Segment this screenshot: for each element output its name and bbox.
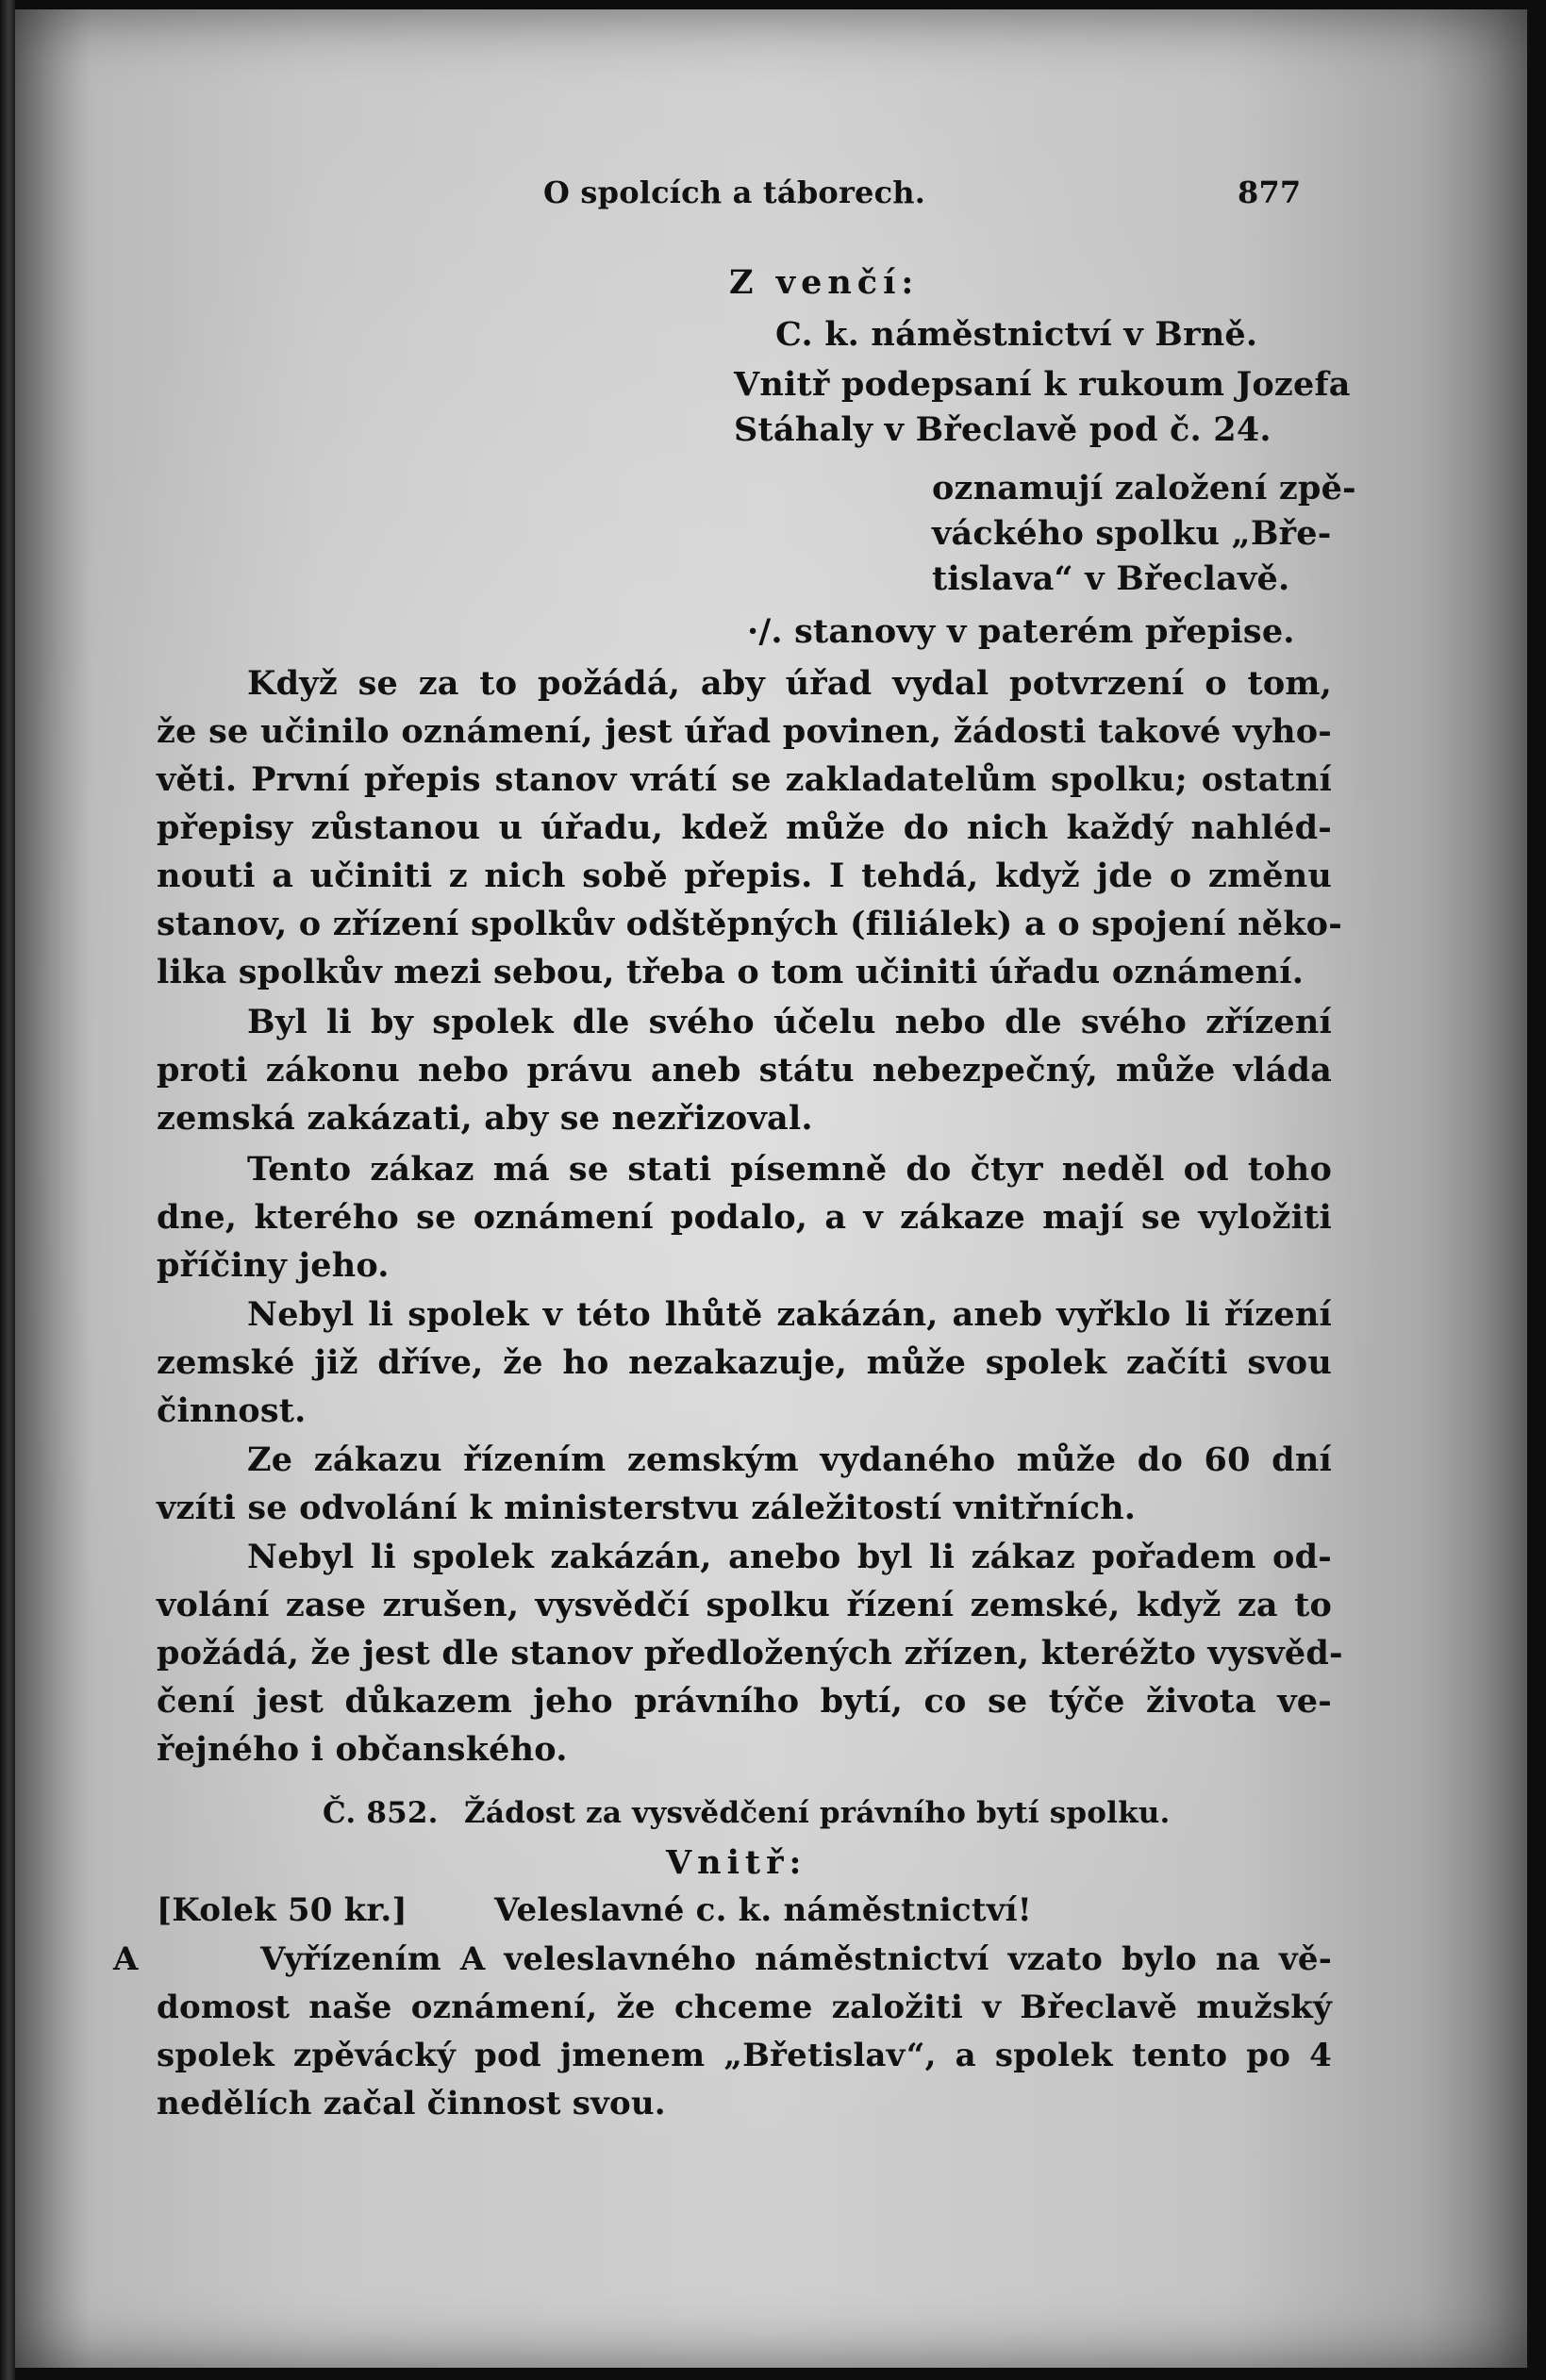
form-body-line-1: Vyřízením A veleslavného náměstnictví vzato bylo na vě- xyxy=(260,1940,1332,1978)
p4-line-1: Nebyl li spolek v této lhůtě zakázán, aneb vyřklo li řízení xyxy=(247,1295,1332,1334)
attachment-note: ·/. stanovy v paterém přepise. xyxy=(747,612,1295,651)
p4-line-3: činnost. xyxy=(157,1391,307,1430)
addressee: C. k. náměstnictví v Brně. xyxy=(775,315,1258,354)
scan-edge xyxy=(0,0,15,2380)
p1-line-3: věti. První přepis stanov vrátí se zakladatelům spolku; ostatní xyxy=(157,760,1332,799)
subject-line-1: oznamují založení zpě- xyxy=(932,469,1356,508)
outside-label: Z venčí: xyxy=(729,263,920,302)
form-body-line-3: spolek zpěvácký pod jmenem „Břetislav“, a spolek tento po 4 xyxy=(157,2037,1332,2074)
form-number: Č. 852. xyxy=(323,1796,439,1830)
p6-line-1: Nebyl li spolek zakázán, anebo byl li zákaz pořadem od- xyxy=(247,1538,1332,1576)
subject-line-2: váckého spolku „Bře- xyxy=(932,514,1332,553)
form-body-line-4: nedělích začal činnost svou. xyxy=(157,2085,666,2122)
p6-line-3: požádá, že jest dle stanov předložených zřízen, kteréžto vysvěd- xyxy=(157,1634,1343,1673)
inside-line-1: Vnitř podepsaní k rukoum Jozefa xyxy=(734,365,1351,404)
form-inside-label: Vnitř: xyxy=(666,1843,807,1882)
form-body-line-2: domost naše oznámení, že chceme založiti v Břeclavě mužský xyxy=(157,1989,1332,2026)
p5-line-1: Ze zákazu řízením zemským vydaného může do 60 dní xyxy=(247,1440,1332,1479)
p2-line-1: Byl li by spolek dle svého účelu nebo dle svého zřízení xyxy=(247,1003,1332,1041)
running-title: O spolcích a táborech. xyxy=(543,175,926,210)
inside-line-2: Stáhaly v Břeclavě pod č. 24. xyxy=(734,410,1272,449)
p1-line-4: přepisy zůstanou u úřadu, kdež může do nich každý nahléd- xyxy=(157,808,1332,847)
margin-mark: A xyxy=(113,1940,139,1978)
p2-line-2: proti zákonu nebo právu aneb státu nebezpečný, může vláda xyxy=(157,1051,1332,1090)
p3-line-3: příčiny jeho. xyxy=(157,1246,390,1285)
p1-line-7: lika spolkův mezi sebou, třeba o tom učiniti úřadu oznámení. xyxy=(157,953,1305,991)
p3-line-1: Tento zákaz má se stati písemně do čtyr neděl od toho xyxy=(247,1150,1332,1189)
p1-line-6: stanov, o zřízení spolkův odštěpných (filiálek) a o spojení něko- xyxy=(157,905,1342,943)
subject-line-3: tislava“ v Břeclavě. xyxy=(932,559,1290,598)
stamp-note: [Kolek 50 kr.] xyxy=(157,1891,407,1929)
salutation: Veleslavné c. k. náměstnictví! xyxy=(494,1891,1032,1929)
p1-line-5: nouti a učiniti z nich sobě přepis. I tehdá, když jde o změnu xyxy=(157,857,1332,895)
p6-line-2: volání zase zrušen, vysvědčí spolku řízení zemské, když za to xyxy=(157,1586,1332,1624)
p5-line-2: vzíti se odvolání k ministerstvu záležitostí vnitřních. xyxy=(157,1489,1137,1527)
form-title: Žádost za vysvědčení právního bytí spolku. xyxy=(464,1796,1171,1830)
p6-line-4: čení jest důkazem jeho právního bytí, co se týče života ve- xyxy=(157,1682,1332,1721)
p2-line-3: zemská zakázati, aby se nezřizoval. xyxy=(157,1099,813,1138)
page-number: 877 xyxy=(1238,175,1302,210)
paper-sheet xyxy=(15,9,1527,2368)
p6-line-5: řejného i občanského. xyxy=(157,1730,568,1769)
p1-line-2: že se učinilo oznámení, jest úřad povinen, žádosti takové vyho- xyxy=(157,712,1332,751)
p4-line-2: zemské již dříve, že ho nezakazuje, může spolek začíti svou xyxy=(157,1343,1332,1382)
p1-line-1: Když se za to požádá, aby úřad vydal potvrzení o tom, xyxy=(247,664,1332,703)
p3-line-2: dne, kterého se oznámení podalo, a v zákaze mají se vyložiti xyxy=(157,1198,1332,1237)
